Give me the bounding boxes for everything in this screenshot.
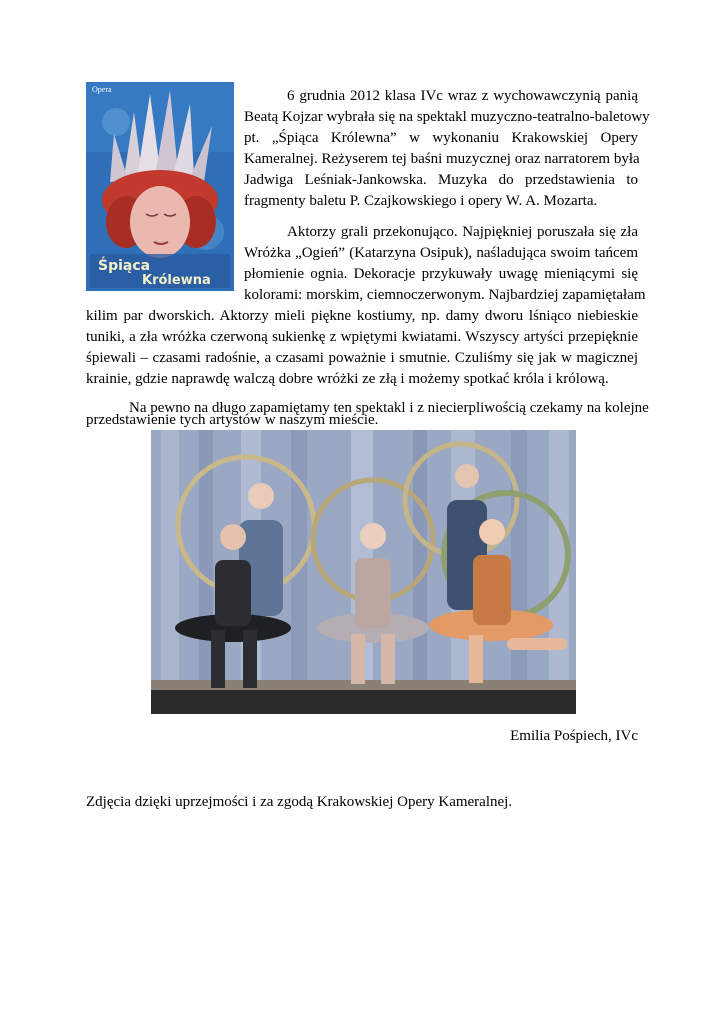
stage-photo: [151, 430, 576, 714]
paragraph-2-line: Wróżka „Ogień” (Katarzyna Osipuk), naśladująca swoim tańcem: [244, 245, 638, 261]
paragraph-2-line: płomienie ognia. Dekoracje przykuwały uwagę mieniącymi się: [244, 266, 638, 282]
paragraph-1-line: pt. „Śpiąca Królewna” w wykonaniu Krakowskiej Opery: [244, 130, 638, 146]
poster-title-line1: Śpiąca: [98, 258, 151, 274]
poster-top-text: Opera: [92, 85, 112, 94]
poster-image: [86, 82, 234, 291]
paragraph-2-line: tuniki, a zła wróżka czerwoną sukienkę z wpiętymi kwiatami. Wszyscy artyści przepięknie: [86, 329, 638, 345]
poster-title-line2: Królewna: [142, 273, 211, 288]
photo-credits: Zdjęcia dzięki uprzejmości i za zgodą Krakowskiej Opery Kameralnej.: [86, 794, 513, 810]
paragraph-3-line: przedstawienie tych artystów w naszym mieście.: [86, 412, 379, 428]
paragraph-1-line: 6 grudnia 2012 klasa IVc wraz z wychowawczynią panią: [287, 88, 638, 104]
paragraph-1-line: Kameralnej. Reżyserem tej baśni muzycznej oraz narratorem była: [244, 151, 640, 167]
paragraph-1-line: Beatą Kojzar wybrała się na spektakl muzyczno-teatralno-baletowy: [244, 109, 650, 125]
paragraph-2-line: krainie, gdzie naprawdę walczą dobre wróżki ze złą i możemy spotkać króla i królową.: [86, 371, 609, 387]
author-signature: Emilia Pośpiech, IVc: [510, 728, 638, 744]
paragraph-1-line: Jadwiga Leśniak-Jankowska. Muzyka do przedstawienia to: [244, 172, 638, 188]
paragraph-2-line: kilim par dworskich. Aktorzy mieli piękne kostiumy, np. damy dworu lśniąco niebieskie: [86, 308, 638, 324]
paragraph-2-line: kolorami: morskim, ciemnoczerwonym. Najbardziej zapamiętałam: [244, 287, 646, 303]
paragraph-2-line: śpiewali – czasami radośnie, a czasami poważnie i smutnie. Czuliśmy się jak w magicznej: [86, 350, 638, 366]
paragraph-1-line: fragmenty baletu P. Czajkowskiego i opery W. A. Mozarta.: [244, 193, 598, 209]
paragraph-2-line: Aktorzy grali przekonująco. Najpiękniej poruszała się zła: [287, 224, 638, 240]
paragraph-3-line: Na pewno na długo zapamiętamy ten spektakl i z niecierpliwością czekamy na kolejne: [129, 400, 649, 416]
